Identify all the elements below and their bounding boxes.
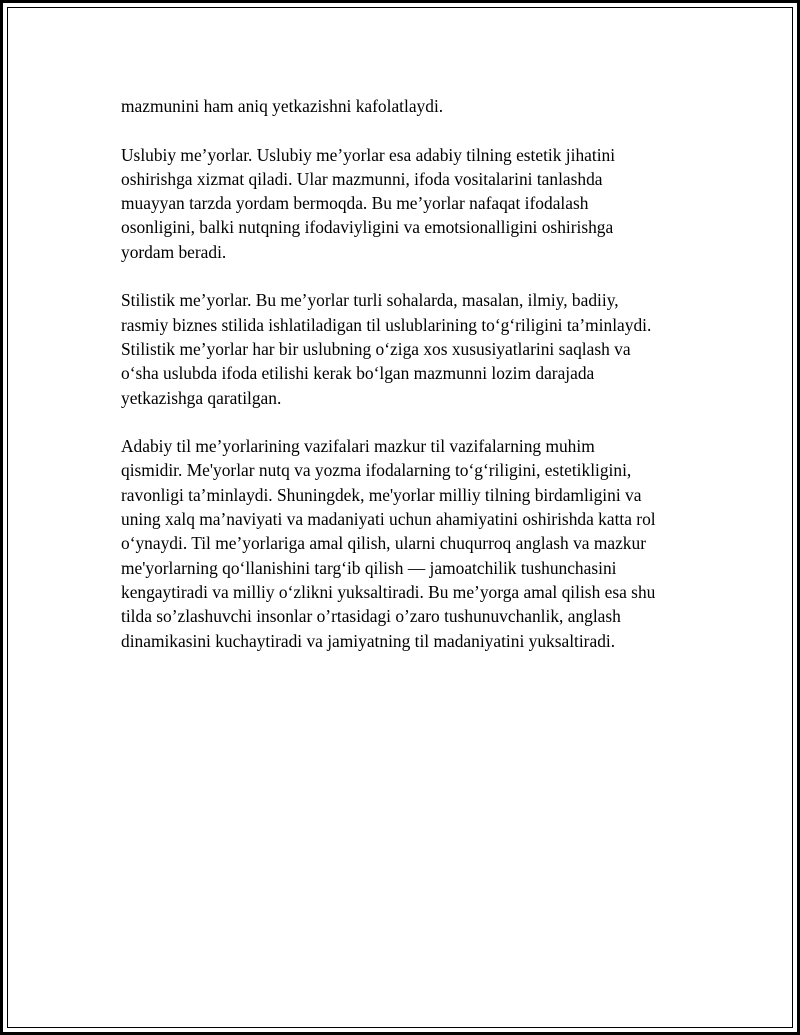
text-line: kengaytiradi va milliy o‘zlikni yuksaltiradi. Bu me’yorga amal qilish esa shu (121, 581, 656, 602)
paragraph-continuation (121, 94, 691, 118)
text-line: o‘ynaydi. Til me’yorlariga amal qilish, ularni chuqurroq anglash va mazkur (121, 533, 646, 554)
text-line: ravonligi ta’minlaydi. Shuningdek, me'yorlar milliy tilning birdamligini va (121, 484, 642, 505)
paragraph-uslubiy-meyorlar (121, 143, 691, 264)
text-line: Stilistik me’yorlar har bir uslubning o‘ziga xos xususiyatlarini saqlash va (121, 338, 631, 359)
text-line: tilda so’zlashuvchi insonlar o’rtasidagi o’zaro tushunuvchanlik, anglash (121, 606, 621, 627)
text-line: o‘sha uslubda ifoda etilishi kerak bo‘lgan mazmunni lozim darajada (121, 363, 595, 384)
paragraph-stilistik-meyorlar (121, 288, 691, 409)
text-line: yordam beradi. (121, 241, 227, 262)
text-line: Stilistik me’yorlar. Bu me’yorlar turli sohalarda, masalan, ilmiy, badiiy, (121, 290, 619, 311)
text-line: me'yorlarning qo‘llanishini targ‘ib qilish — jamoatchilik tushunchasini (121, 557, 617, 578)
paragraph-adabiy-til-vazifalari (121, 434, 691, 653)
document-body (121, 94, 691, 677)
text-line: yetkazishga qaratilgan. (121, 387, 282, 408)
text-line: rasmiy biznes stilida ishlatiladigan til uslublarining to‘g‘riligini ta’minlaydi. (121, 314, 652, 335)
text-line: Adabiy til me’yorlarining vazifalari mazkur til vazifalarning muhim (121, 436, 595, 457)
text-line: oshirishga xizmat qiladi. Ular mazmunni, ifoda vositalarini tanlashda (121, 168, 603, 189)
text-line: uning xalq ma’naviyati va madaniyati uchun ahamiyatini oshirishda katta rol (121, 509, 656, 530)
text-line: dinamikasini kuchaytiradi va jamiyatning til madaniyatini yuksaltiradi. (121, 630, 616, 651)
text-line: osonligini, balki nutqning ifodaviyligini va emotsionalligini oshirishga (121, 217, 614, 238)
text-line: mazmunini ham aniq yetkazishni kafolatlaydi. (121, 96, 444, 116)
text-line: Uslubiy me’yorlar. Uslubiy me’yorlar esa adabiy tilning estetik jihatini (121, 144, 616, 165)
text-line: muayyan tarzda yordam bermoqda. Bu me’yorlar nafaqat ifodalash (121, 193, 589, 214)
text-line: qismidir. Me'yorlar nutq va yozma ifodalarning to‘g‘riligini, estetikligini, (121, 460, 632, 481)
